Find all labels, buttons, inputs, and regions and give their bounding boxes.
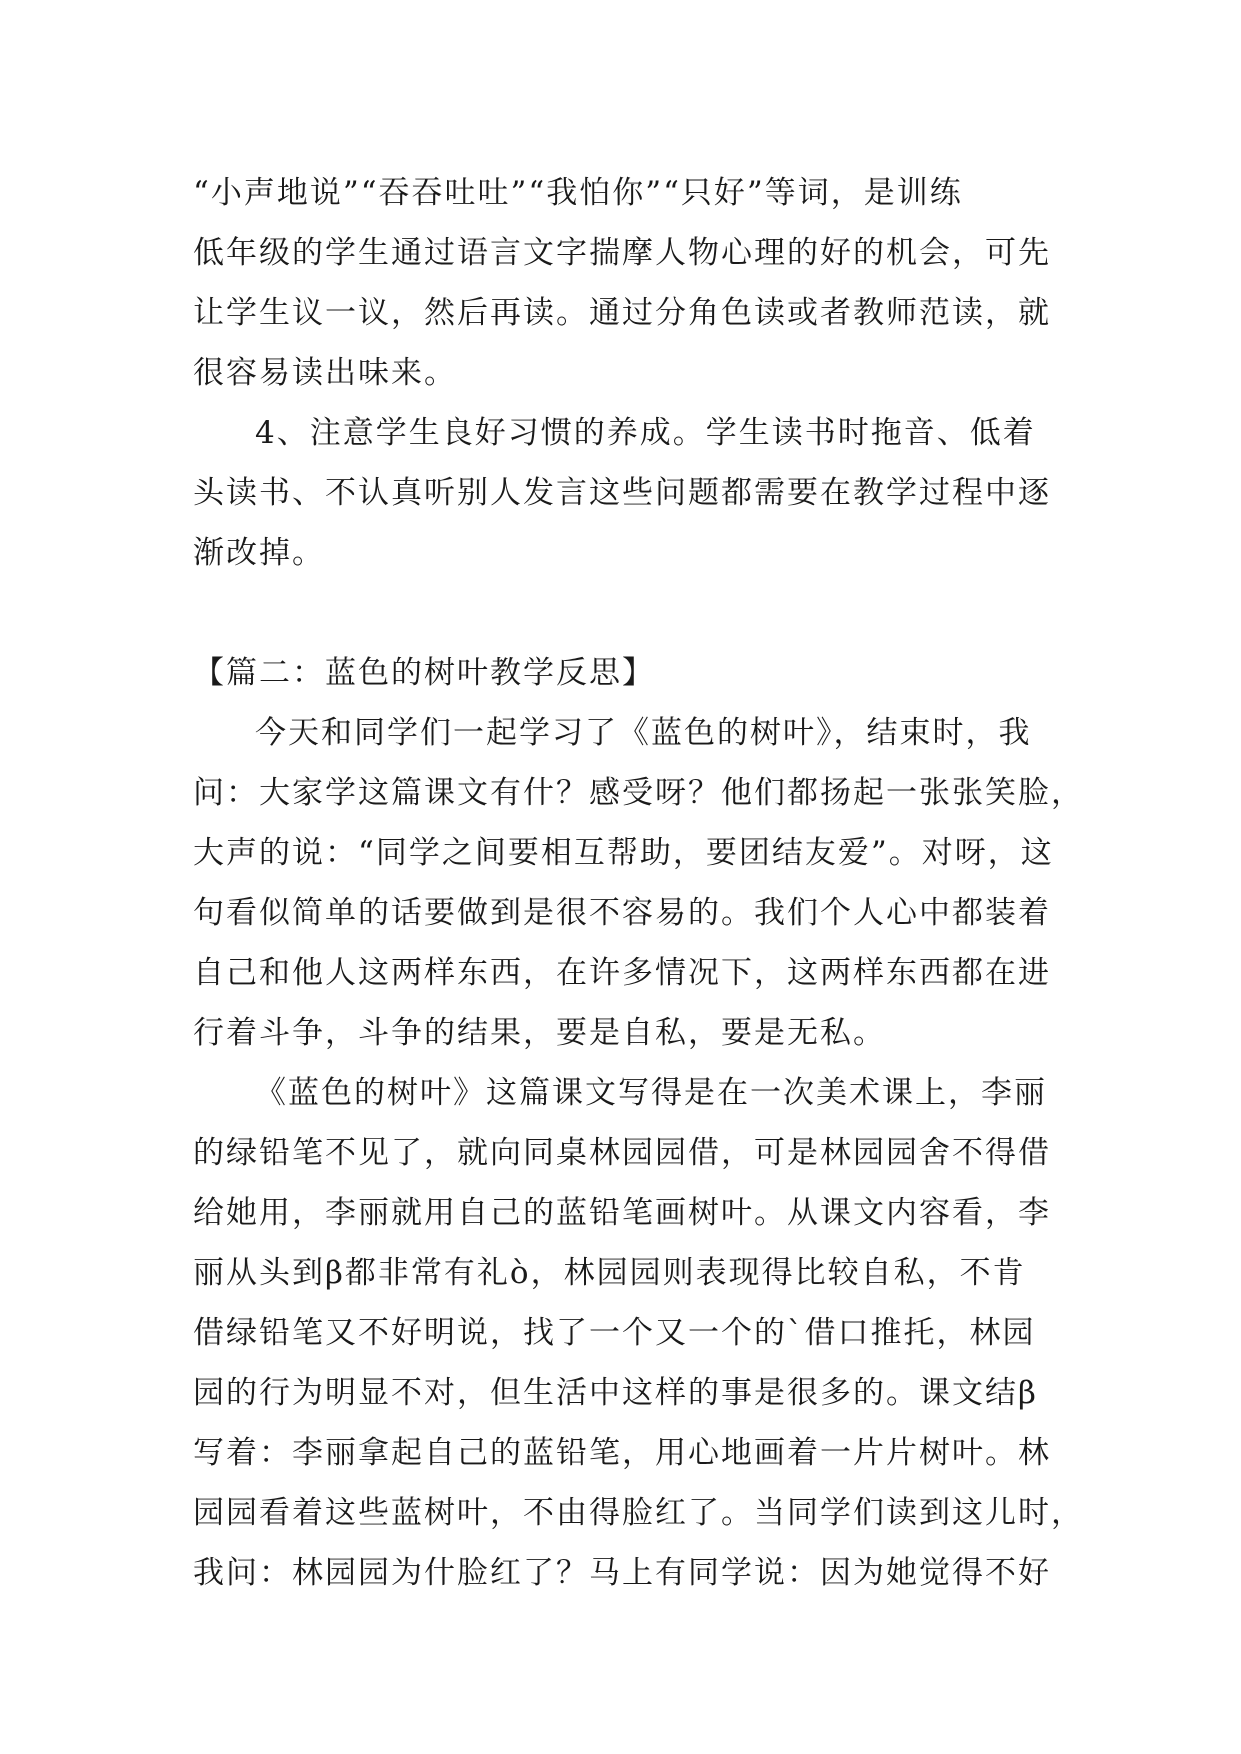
paragraph-3	[193, 703, 1084, 1063]
text-line: 低年级的学生通过语言文字揣摩人物心理的好的机会，可先	[193, 235, 1051, 271]
text-line: 我问：林园园为什脸红了？马上有同学说：因为她觉得不好	[193, 1555, 1051, 1591]
document-page	[193, 163, 1084, 1603]
text-line: 园的行为明显不对，但生活中这样的事是很多的。课文结β	[193, 1375, 1038, 1411]
text-line: 让学生议一议，然后再读。通过分角色读或者教师范读，就	[193, 295, 1051, 331]
paragraph-1	[193, 163, 1051, 403]
text-line: 渐改掉。	[193, 535, 325, 571]
text-line: 给她用，李丽就用自己的蓝铅笔画树叶。从课文内容看，李	[193, 1195, 1051, 1231]
paragraph-4	[193, 1063, 1084, 1603]
text-line: 4、注意学生良好习惯的养成。学生读书时拖音、低着	[255, 415, 1036, 451]
text-line: 问：大家学这篇课文有什？感受呀？他们都扬起一张张笑脸，	[193, 775, 1084, 811]
text-line: 句看似简单的话要做到是很不容易的。我们个人心中都装着	[193, 895, 1051, 931]
text-line: “小声地说”“吞吞吐吐”“我怕你”“只好”等词，是训练	[193, 175, 963, 211]
text-line: 头读书、不认真听别人发言这些问题都需要在教学过程中逐	[193, 475, 1051, 511]
text-line: 丽从头到β都非常有礼ò，林园园则表现得比较自私，不肯	[193, 1255, 1026, 1291]
text-line: 今天和同学们一起学习了《蓝色的树叶》，结束时，我	[255, 715, 1032, 751]
text-line: 《蓝色的树叶》这篇课文写得是在一次美术课上，李丽	[255, 1075, 1047, 1111]
text-line: 园园看着这些蓝树叶，不由得脸红了。当同学们读到这儿时，	[193, 1495, 1084, 1531]
text-line: 很容易读出味来。	[193, 355, 457, 391]
text-line: 写着：李丽拿起自己的蓝铅笔，用心地画着一片片树叶。林	[193, 1435, 1051, 1471]
paragraph-2	[193, 403, 1051, 583]
text-line: 的绿铅笔不见了，就向同桌林园园借，可是林园园舍不得借	[193, 1135, 1051, 1171]
section-gap	[193, 583, 1048, 643]
section-heading: 【篇二：蓝色的树叶教学反思】	[193, 655, 655, 691]
text-line: 借绿铅笔又不好明说，找了一个又一个的`借口推托，林园	[193, 1315, 1036, 1351]
text-line: 大声的说：“同学之间要相互帮助，要团结友爱”。对呀，这	[193, 835, 1054, 871]
text-line: 行着斗争，斗争的结果，要是自私，要是无私。	[193, 1015, 886, 1051]
text-line: 自己和他人这两样东西，在许多情况下，这两样东西都在进	[193, 955, 1051, 991]
